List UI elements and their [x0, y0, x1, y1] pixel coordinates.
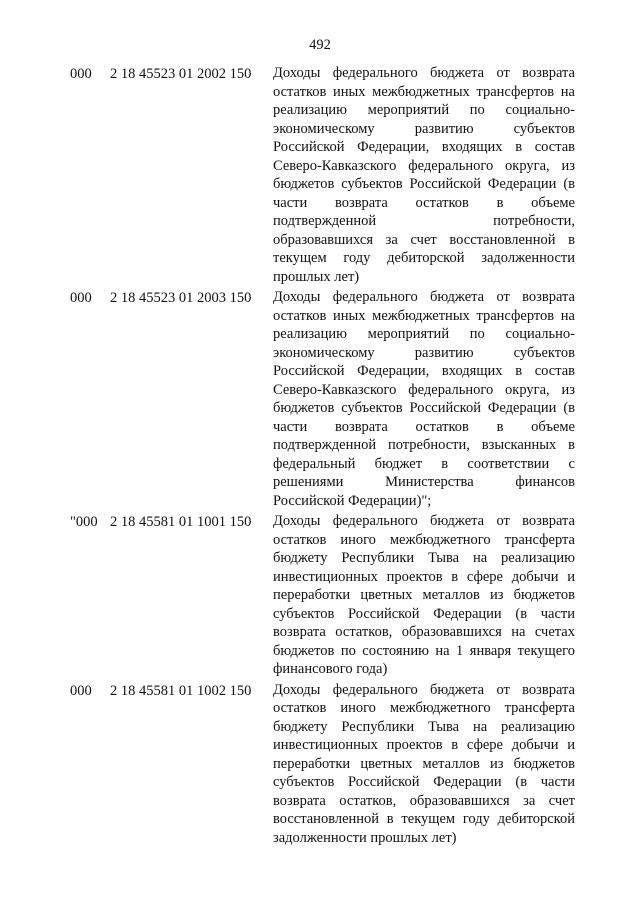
entry-description — [273, 64, 575, 286]
description-line: инвестиционных проектов в сфере добычи и — [273, 568, 575, 585]
description-line: бюджету Республики Тыва на реализацию — [273, 718, 575, 735]
page-number: 492 — [309, 37, 331, 53]
admin-code: 000 — [70, 682, 92, 699]
description-line: реализацию мероприятий по социально- — [273, 326, 575, 342]
description-line: Доходы федерального бюджета от возврата — [273, 289, 575, 305]
description-line: Российской Федерации)"; — [273, 492, 432, 509]
description-line: бюджету Республики Тыва на реализацию — [273, 550, 575, 566]
description-line: решениями Министерства финансов — [273, 474, 575, 490]
budget-code-entry — [70, 512, 580, 679]
description-line: экономическому развитию субъектов — [273, 344, 575, 361]
description-line: остатков иного межбюджетного трансферта — [273, 531, 575, 548]
description-line: Российской Федерации, входящих в состав — [273, 139, 575, 155]
budget-code-entry — [70, 288, 580, 510]
description-line: бюджетов по состоянию на 1 января текущего — [273, 642, 575, 659]
description-line: возврата остатков, образовавшихся за счет — [273, 792, 575, 809]
description-line: образовавшихся за счет восстановленной в — [273, 231, 575, 248]
description-line: Северо-Кавказского федерального округа, из — [273, 381, 575, 398]
description-line: восстановленной в текущем году дебиторской — [273, 811, 575, 827]
budget-classification-code: 2 18 45581 01 1002 150 — [110, 682, 252, 699]
description-line: остатков иных межбюджетных трансфертов на — [273, 83, 575, 100]
description-line: возврата остатков, образовавшихся на счетах — [273, 624, 575, 640]
budget-code-entry — [70, 681, 580, 848]
description-line: Доходы федерального бюджета от возврата — [273, 65, 575, 81]
admin-code: 000 — [70, 66, 92, 82]
entry-description — [273, 681, 575, 848]
description-line: подтвержденной потребности, — [273, 213, 575, 229]
description-line: подтвержденной потребности, взысканных в — [273, 437, 575, 453]
description-line: части возврата остатков в объеме — [273, 194, 575, 211]
description-line: экономическому развитию субъектов — [273, 120, 575, 137]
description-line: Доходы федерального бюджета от возврата — [273, 681, 575, 698]
description-line: прошлых лет) — [273, 268, 360, 285]
description-line: переработки цветных металлов из бюджетов — [273, 755, 575, 772]
description-line: Доходы федерального бюджета от возврата — [273, 513, 575, 529]
budget-classification-code: 2 18 45523 01 2003 150 — [110, 290, 252, 306]
description-line: федеральный бюджет в соответствии с — [273, 455, 575, 472]
budget-classification-code: 2 18 45523 01 2002 150 — [110, 66, 252, 82]
description-line: финансового года) — [273, 661, 388, 677]
description-line: переработки цветных металлов из бюджетов — [273, 587, 575, 603]
description-line: инвестиционных проектов в сфере добычи и — [273, 737, 575, 753]
description-line: Российской Федерации, входящих в состав — [273, 363, 575, 379]
description-line: субъектов Российской Федерации (в части — [273, 605, 575, 622]
description-line: бюджетов субъектов Российской Федерации (в — [273, 176, 575, 192]
description-line: остатков иных межбюджетных трансфертов на — [273, 307, 575, 324]
description-line: реализацию мероприятий по социально- — [273, 102, 575, 118]
budget-code-list — [70, 64, 580, 847]
description-line: остатков иного межбюджетного трансферта — [273, 700, 575, 716]
description-line: бюджетов субъектов Российской Федерации (в — [273, 400, 575, 416]
entry-description — [273, 512, 575, 679]
entry-description — [273, 288, 575, 510]
description-line: задолженности прошлых лет) — [273, 829, 457, 846]
budget-code-entry — [70, 64, 580, 286]
description-line: части возврата остатков в объеме — [273, 418, 575, 435]
description-line: текущем году дебиторской задолженности — [273, 250, 575, 266]
admin-code: 000 — [70, 290, 92, 306]
description-line: субъектов Российской Федерации (в части — [273, 774, 575, 790]
admin-code: "000 — [70, 514, 98, 530]
description-line: Северо-Кавказского федерального округа, из — [273, 157, 575, 174]
budget-classification-code: 2 18 45581 01 1001 150 — [110, 514, 252, 530]
